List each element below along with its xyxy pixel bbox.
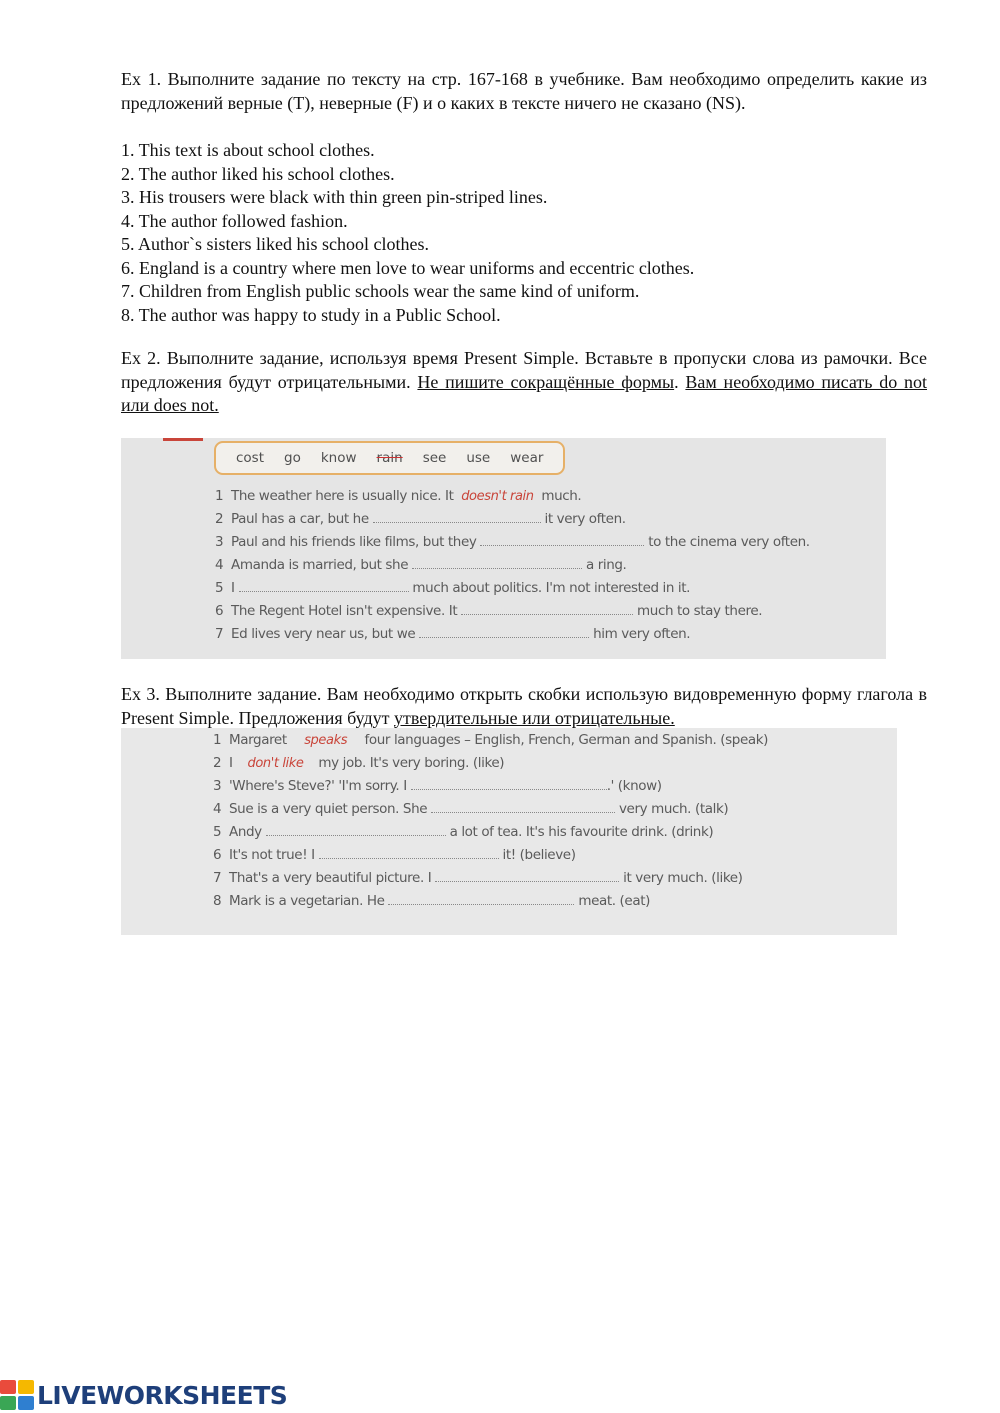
sentence-start: The Regent Hotel isn't expensive. It — [231, 603, 458, 619]
ex3-instructions-underlined: утвердительные или отрицательные. — [394, 707, 675, 728]
sentence-end: it very often. — [544, 511, 626, 527]
answer-blank[interactable] — [373, 512, 541, 523]
answer-blank[interactable] — [480, 535, 644, 546]
ex2-instructions-underlined-2: Вам необходимо писать do not или does not. — [121, 371, 928, 415]
ex2-instructions — [121, 347, 927, 418]
word-box-item: know — [320, 450, 357, 466]
sentence-end: it very much. (like) — [623, 870, 743, 886]
sentence-start: 'Where's Steve?' 'I'm sorry. I — [229, 778, 407, 794]
word-box-item-used: rain — [376, 450, 403, 466]
answer-blank[interactable] — [291, 732, 361, 748]
ex1-statement: 3. His trousers were black with thin green pin-striped lines. — [121, 187, 548, 207]
ex2-textbook-excerpt — [121, 438, 886, 659]
liveworksheets-brand-text: LIVEWORKSHEETS — [37, 1380, 288, 1410]
ex2-sentence — [215, 626, 690, 642]
answer-blank[interactable] — [461, 604, 633, 615]
ex3-sentence — [213, 893, 650, 909]
word-box-item: wear — [510, 450, 544, 466]
ex3-sentence — [213, 778, 662, 794]
sentence-end: a ring. — [585, 557, 627, 573]
sentence-number: 5 — [215, 580, 224, 596]
ex3-sentence — [213, 824, 713, 840]
answer-blank[interactable] — [388, 894, 574, 905]
word-box-item: see — [422, 450, 447, 466]
sentence-start: Paul and his friends like films, but they — [231, 534, 477, 550]
sentence-number: 5 — [213, 824, 222, 840]
ex3-sentence — [213, 870, 743, 886]
answer-blank[interactable] — [266, 825, 446, 836]
ex2-instructions-text: Ex 2. Выполните задание, используя время Present Simple. Вставьте в пропуски слова из рамочки. Все предложения будут отрицательными. — [121, 348, 927, 392]
ex2-sentence — [215, 557, 626, 573]
sentence-number: 2 — [215, 511, 224, 527]
ex1-statement: 1. This text is about school clothes. — [121, 140, 375, 160]
ex2-instructions-underlined-1: Не пишите сокращённые формы — [417, 371, 675, 392]
word-box-item: cost — [236, 450, 265, 466]
sentence-start: Andy — [229, 824, 262, 840]
answer-blank[interactable] — [457, 488, 537, 504]
sentence-number: 7 — [213, 870, 222, 886]
sentence-number: 1 — [215, 488, 224, 504]
answer-blank[interactable] — [239, 581, 409, 592]
ex3-instructions-text: Ex 3. Выполните задание. Вам необходимо открыть скобки использую видовременную форму глагола в Present Simple. Предложения будут — [121, 684, 927, 728]
ex1-instructions: Ex 1. Выполните задание по тексту на стр. 167-168 в учебнике. Вам необходимо определить какие из предложений верные (T), неверные (F) и о каких в тексте ничего не сказано (NS). — [121, 69, 927, 113]
answer-blank[interactable] — [431, 802, 615, 813]
ex2-sentence — [215, 580, 690, 596]
word-box — [214, 441, 565, 475]
sample-answer: doesn't rain — [461, 489, 534, 504]
ex1-statement: 8. The author was happy to study in a Public School. — [121, 304, 501, 325]
ex1-statement: 7. Children from English public schools wear the same kind of uniform. — [121, 281, 640, 301]
sentence-end: him very often. — [593, 626, 691, 642]
ex3-instructions — [121, 683, 927, 730]
sentence-start: Paul has a car, but he — [231, 511, 369, 527]
answer-blank[interactable] — [411, 779, 607, 790]
ex1-statement: 5. Author`s sisters liked his school clothes. — [121, 234, 429, 254]
liveworksheets-logo-icon — [0, 1380, 34, 1410]
sentence-number: 6 — [213, 847, 222, 863]
sentence-start: The weather here is usually nice. It — [231, 488, 454, 504]
sentence-start: That's a very beautiful picture. I — [229, 870, 432, 886]
sentence-number: 4 — [215, 557, 224, 573]
liveworksheets-logo — [0, 1378, 287, 1412]
sample-answer: don't like — [247, 756, 304, 771]
ex3-sentence — [213, 755, 504, 771]
sentence-start: I — [231, 580, 235, 596]
answer-blank[interactable] — [419, 627, 589, 638]
sentence-number: 6 — [215, 603, 224, 619]
sentence-end: .' (know) — [606, 778, 662, 794]
sentence-end: four languages – English, French, German and Spanish. (speak) — [364, 732, 769, 748]
sentence-start: Amanda is married, but she — [231, 557, 409, 573]
sentence-start: Mark is a vegetarian. He — [229, 893, 385, 909]
sentence-end: much about politics. I'm not interested in it. — [412, 580, 691, 596]
ex2-instructions-sep: . — [674, 371, 686, 392]
sentence-number: 8 — [213, 893, 222, 909]
sentence-start: I — [229, 755, 233, 771]
ex2-sentence — [215, 488, 581, 504]
sentence-end: much to stay there. — [637, 603, 763, 619]
sentence-end: a lot of tea. It's his favourite drink. (drink) — [449, 824, 714, 840]
ex1-statement: 2. The author liked his school clothes. — [121, 163, 395, 184]
sentence-number: 4 — [213, 801, 222, 817]
ex2-sentence — [215, 603, 762, 619]
sentence-end: to the cinema very often. — [648, 534, 810, 550]
sentence-number: 2 — [213, 755, 222, 771]
answer-blank[interactable] — [319, 848, 499, 859]
sentence-start: Ed lives very near us, but we — [231, 626, 416, 642]
sentence-end: my job. It's very boring. (like) — [318, 755, 505, 771]
ex1-statement: 6. England is a country where men love to wear uniforms and eccentric clothes. — [121, 257, 695, 278]
sentence-end: it! (believe) — [502, 847, 576, 863]
answer-blank[interactable] — [237, 755, 315, 771]
sentence-number: 3 — [213, 778, 222, 794]
word-box-item: go — [284, 450, 301, 466]
sentence-start: Margaret — [229, 732, 287, 748]
sentence-end: much. — [541, 488, 582, 504]
ex1-statement-list — [121, 139, 927, 327]
sentence-start: It's not true! I — [229, 847, 315, 863]
sentence-end: very much. (talk) — [618, 801, 729, 817]
ex1-statement: 4. The author followed fashion. — [121, 210, 348, 231]
sentence-number: 7 — [215, 626, 224, 642]
sample-answer: speaks — [304, 733, 348, 748]
sentence-number: 1 — [213, 732, 222, 748]
ex3-sentence — [213, 801, 728, 817]
word-box-item: use — [466, 450, 491, 466]
ex2-sentence — [215, 534, 810, 550]
sentence-start: Sue is a very quiet person. She — [229, 801, 428, 817]
sentence-end: meat. (eat) — [578, 893, 650, 909]
ex2-sentence — [215, 511, 626, 527]
answer-blank[interactable] — [412, 558, 582, 569]
ex3-textbook-excerpt — [121, 728, 897, 935]
ex3-sentence — [213, 732, 768, 748]
red-tab-decoration — [163, 438, 203, 441]
ex3-sentence — [213, 847, 576, 863]
sentence-number: 3 — [215, 534, 224, 550]
answer-blank[interactable] — [435, 871, 619, 882]
